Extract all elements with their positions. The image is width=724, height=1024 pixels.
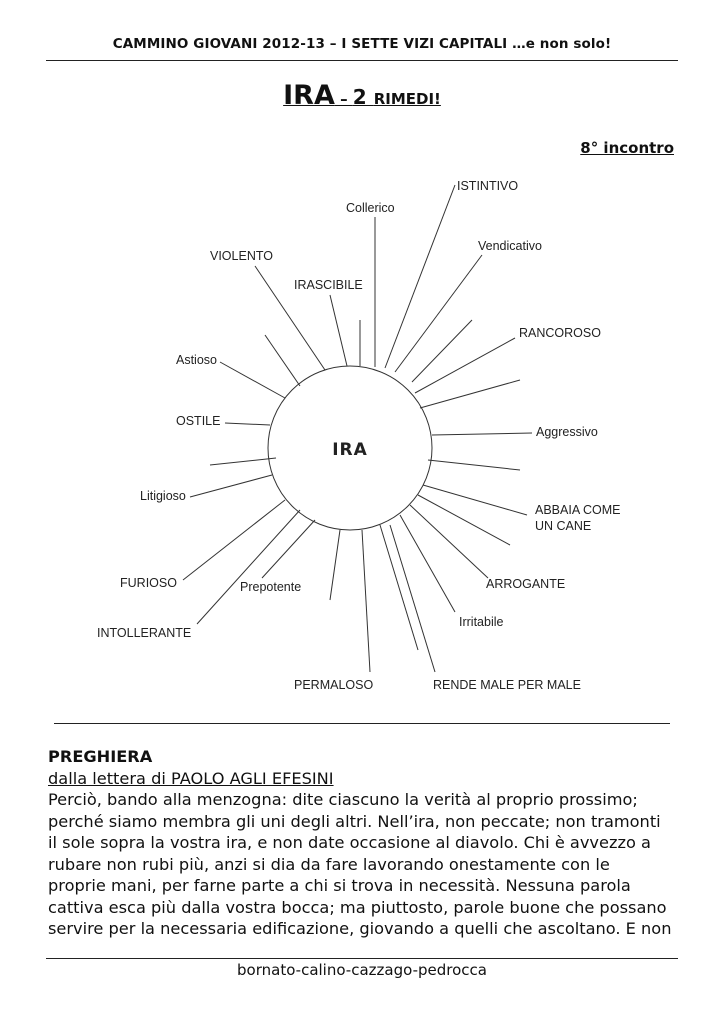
spoke-istintivo [385, 185, 455, 368]
spoke-arrogante [410, 505, 488, 578]
spoke-furioso [183, 500, 285, 580]
label-intollerante: INTOLLERANTE [97, 626, 192, 640]
prayer-line: cattiva esca più dalla vostra bocca; ma piuttosto, parole buone che possano [48, 897, 667, 917]
spoke-rancoroso [415, 338, 515, 393]
spoke-irascibile [330, 295, 347, 366]
spoke-litigioso [190, 475, 272, 497]
prayer-source: dalla lettera di PAOLO AGLI EFESINI [48, 768, 334, 788]
label-prepotente: Prepotente [240, 580, 302, 594]
footer-divider [46, 958, 678, 959]
spoke-rende-male [390, 525, 435, 672]
spoke-intollerante [197, 510, 300, 624]
spoke-extra [418, 495, 510, 545]
prayer-line: rubare non rubi più, anzi si dia da fare lavorando onestamente con le [48, 854, 610, 874]
label-vendicativo: Vendicativo [478, 239, 542, 253]
spoke-extra [420, 380, 520, 408]
label-irritabile: Irritabile [459, 615, 504, 629]
prayer-line: il sole sopra la vostra ira, e non date occasione al diavolo. Chi è avvezzo a [48, 833, 651, 852]
label-collerico: Collerico [346, 201, 395, 215]
label-istintivo: ISTINTIVO [457, 179, 519, 193]
label-litigioso: Litigioso [140, 489, 186, 503]
prayer-line: perché siamo membra gli uni degli altri. Nell’ira, non peccate; non tramonti [48, 811, 661, 831]
spoke-extra [330, 530, 340, 600]
label-aggressivo: Aggressivo [536, 425, 598, 439]
spoke-abbaia [423, 485, 527, 515]
label-violento: VIOLENTO [210, 249, 273, 263]
label-abbaia-2: UN CANE [535, 519, 592, 533]
spoke-extra [428, 460, 520, 470]
spoke-extra [380, 525, 418, 650]
center-label: IRA [332, 440, 368, 460]
title-rest: RIMEDI! [373, 90, 441, 108]
spoke-prepotente [262, 520, 315, 578]
header-title: CAMMINO GIOVANI 2012-13 – I SETTE VIZI CAPITALI …e non solo! [112, 36, 612, 52]
spoke-extra [412, 320, 472, 382]
prayer-line: Perciò, bando alla menzogna: dite ciascuno la verità al proprio prossimo; [48, 790, 638, 809]
footer-text: bornato-calino-cazzago-pedrocca [237, 961, 487, 979]
prayer-section [48, 746, 688, 940]
label-ostile: OSTILE [176, 414, 221, 428]
label-arrogante: ARROGANTE [486, 577, 566, 591]
spoke-permaloso [362, 530, 370, 672]
label-furioso: FURIOSO [120, 576, 177, 590]
spoke-extra [265, 335, 300, 386]
prayer-line: servire per la necessaria edificazione, giovando a quelli che ascoltano. E non [48, 919, 672, 938]
label-rende-male: RENDE MALE PER MALE [433, 678, 581, 692]
spoke-ostile [225, 423, 270, 425]
spoke-astioso [220, 362, 285, 398]
title-number: 2 [352, 85, 374, 109]
spoke-irritabile [400, 515, 455, 612]
title-main: IRA [283, 80, 335, 111]
meeting-label: 8° incontro [580, 139, 674, 157]
prayer-heading: PREGHIERA [48, 747, 153, 766]
section-divider [54, 723, 670, 724]
spoke-aggressivo [432, 433, 532, 435]
label-permaloso: PERMALOSO [294, 678, 374, 692]
label-abbaia-1: ABBAIA COME [535, 503, 621, 517]
prayer-line: proprie mani, per farne parte a chi si trova in necessità. Nessuna parola [48, 876, 631, 895]
title-separator: – [334, 90, 353, 108]
label-astioso: Astioso [176, 353, 217, 367]
label-rancoroso: RANCOROSO [519, 326, 601, 340]
label-irascibile: IRASCIBILE [294, 278, 363, 292]
spoke-extra [210, 458, 276, 465]
